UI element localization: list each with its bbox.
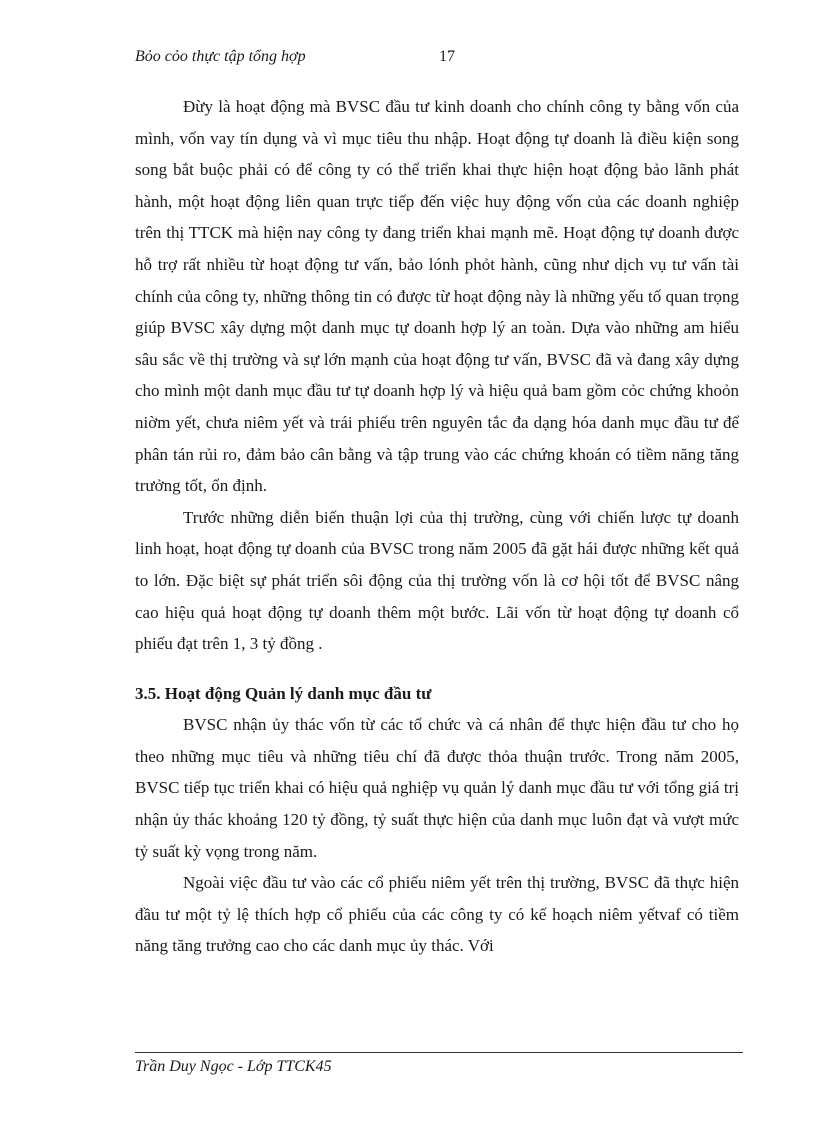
page-header	[135, 48, 735, 72]
paragraph-proprietary-trading: Đừy là hoạt động mà BVSC đầu tư kinh doanh cho chính công ty bằng vốn của mình, vốn vay tín dụng và vì mục tiêu thu nhập. Hoạt động tự doanh là điều kiện song song bắt buộc phải có để công ty có thể triển khai thực hiện hoạt động bảo lãnh phát hành, một hoạt động liên quan trực tiếp đến việc huy động vốn của các doanh nghiệp trên thị TTCK mà hiện nay công ty đang triển khai mạnh mẽ. Hoạt động tự doanh được hỗ trợ rất nhiều từ hoạt động tư vấn, bảo lónh phỏt hành, cũng như dịch vụ tư vấn tài chính của công ty, những thông tin có được từ hoạt động này là những yếu tố quan trọng giúp BVSC xây dựng một danh mục tự doanh hợp lý an toàn. Dựa vào những am hiểu sâu sắc về thị trường và sự lớn mạnh của hoạt động tư vấn, BVSC đã và đang xây dựng cho mình một danh mục đầu tư tự doanh hợp lý và hiệu quả bam gồm cỏc chứng khoỏn niờm yết, chưa niêm yết và trái phiếu trên nguyên tắc đa dạng hóa danh mục đầu tư để phân tán rủi ro, đảm bảo cân bằng và tập trung vào các chứng khoán có tiềm năng tăng trưởng tốt, ổn định.	[135, 97, 739, 496]
report-title: Bỏo cỏo thực tập tổng hợp	[135, 48, 306, 65]
document-body	[135, 91, 739, 962]
paragraph-investment-listing: Ngoài việc đầu tư vào các cổ phiếu niêm yết trên thị trường, BVSC đã thực hiện đầu tư một tỷ lệ thích hợp cổ phiếu của các công ty có kế hoạch niêm yếtvaf có tiềm năng tăng trưởng cao cho các danh mục ủy thác. Với	[135, 873, 739, 956]
footer-divider	[135, 1052, 743, 1053]
section-heading: 3.5. Hoạt động Quản lý danh mục đầu tư	[135, 683, 432, 703]
page-number: 17	[439, 48, 455, 65]
page-footer: Trần Duy Ngọc - Lớp TTCK45	[135, 1058, 332, 1075]
paragraph-trading-results: Trước những diễn biến thuận lợi của thị trường, cùng với chiến lược tự doanh linh hoạt, hoạt động tự doanh của BVSC trong năm 2005 đã gặt hái được những kết quả to lớn. Đặc biệt sự phát triển sôi động của thị trường vốn là cơ hội tốt để BVSC nâng cao hiệu quả hoạt động tự doanh thêm một bước. Lãi vốn từ hoạt động tự doanh cổ phiếu đạt trên 1, 3 tỷ đồng .	[135, 507, 739, 654]
paragraph-portfolio-management: BVSC nhận ủy thác vốn từ các tổ chức và cá nhân để thực hiện đầu tư cho họ theo những mục tiêu và những tiêu chí đã được thỏa thuận trước. Trong năm 2005, BVSC tiếp tục triển khai có hiệu quả nghiệp vụ quản lý danh mục đầu tư với tổng giá trị nhận ủy thác khoảng 120 tỷ đồng, tỷ suất thực hiện của danh mục luôn đạt và vượt mức tỷ suất kỳ vọng trong năm.	[135, 715, 739, 861]
